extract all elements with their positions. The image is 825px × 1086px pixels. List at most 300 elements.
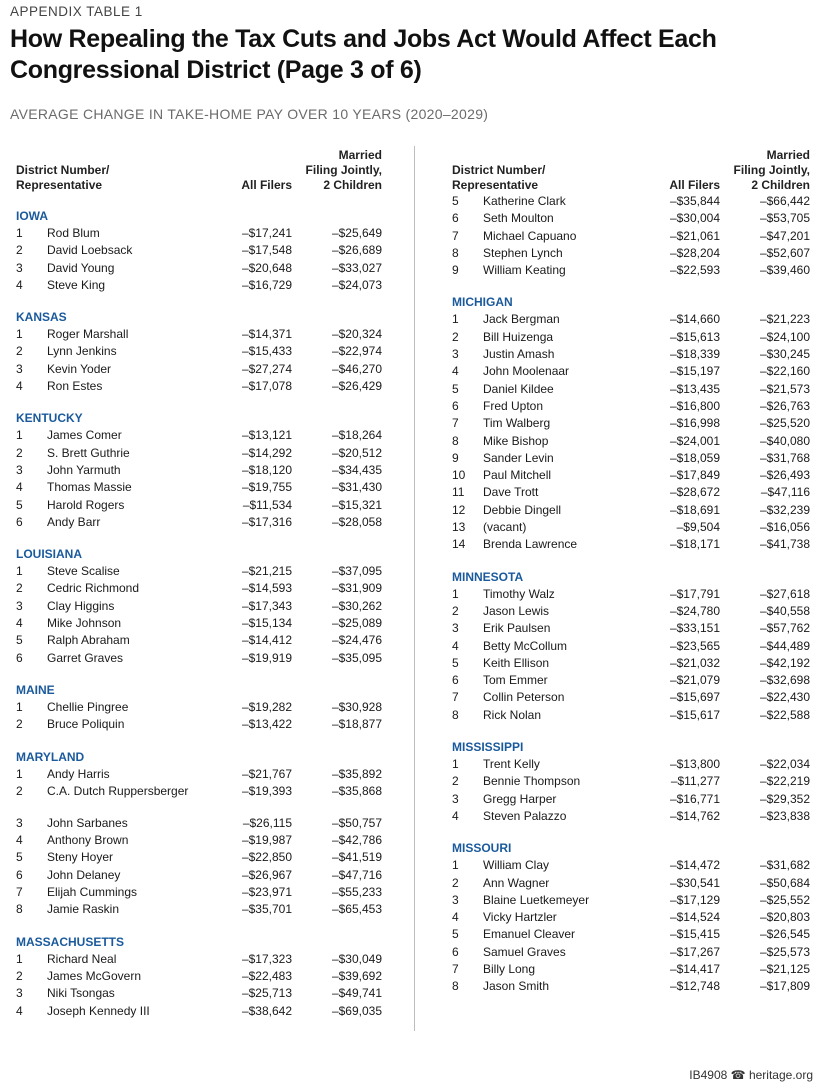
- representative-name: Dave Trott: [483, 485, 539, 500]
- all-filers-value: –$11,277: [670, 774, 720, 789]
- all-filers-value: –$35,701: [241, 902, 292, 917]
- representative-name: William Keating: [483, 263, 566, 278]
- all-filers-value: –$17,548: [241, 243, 292, 258]
- representative-name: David Loebsack: [47, 243, 133, 258]
- representative-name: Garret Graves: [47, 650, 124, 665]
- mfj-value: –$65,453: [331, 902, 382, 917]
- district-number: 4: [452, 638, 459, 653]
- representative-name: Trent Kelly: [483, 757, 540, 772]
- all-filers-value: –$27,274: [241, 361, 292, 376]
- district-number: 8: [452, 979, 459, 994]
- all-filers-value: –$15,433: [241, 344, 292, 359]
- state-heading: MAINE: [16, 682, 55, 697]
- mfj-value: –$31,909: [331, 581, 382, 596]
- district-number: 5: [16, 633, 23, 648]
- all-filers-value: –$15,613: [669, 329, 720, 344]
- all-filers-value: –$16,771: [669, 791, 720, 806]
- district-number: 6: [452, 211, 459, 226]
- all-filers-value: –$26,115: [242, 815, 292, 830]
- representative-name: Mike Bishop: [483, 433, 549, 448]
- all-filers-value: –$17,343: [241, 598, 292, 613]
- table-row: [452, 450, 810, 467]
- representative-name: Debbie Dingell: [483, 502, 562, 517]
- table-row: [16, 615, 382, 632]
- state-heading: MINNESOTA: [452, 569, 524, 584]
- all-filers-value: –$14,524: [669, 910, 720, 925]
- district-number: 6: [452, 944, 459, 959]
- district-number: 2: [16, 717, 23, 732]
- representative-name: Thomas Massie: [47, 480, 132, 495]
- representative-name: Roger Marshall: [47, 327, 129, 342]
- representative-name: Collin Peterson: [483, 690, 565, 705]
- district-number: 3: [452, 791, 459, 806]
- district-number: 3: [16, 815, 23, 830]
- district-number: 7: [452, 961, 459, 976]
- representative-name: Steve Scalise: [47, 564, 120, 579]
- district-number: 7: [452, 416, 459, 431]
- table-row: [16, 783, 382, 815]
- representative-name: Vicky Hartzler: [483, 910, 557, 925]
- state-heading: MARYLAND: [16, 749, 85, 764]
- mfj-value: –$50,757: [331, 815, 382, 830]
- mfj-value: –$32,239: [759, 502, 810, 517]
- table-row: [452, 210, 810, 227]
- representative-name: Elijah Cummings: [47, 885, 138, 900]
- district-number: 5: [452, 194, 459, 208]
- table-row: [452, 484, 810, 501]
- mfj-value: –$33,027: [331, 260, 382, 275]
- representative-name: Ron Estes: [47, 379, 103, 394]
- representative-name: William Clay: [483, 858, 549, 873]
- table-row: [452, 961, 810, 978]
- mfj-value: –$20,803: [759, 910, 810, 925]
- mfj-value: –$26,493: [759, 468, 810, 483]
- district-number: 8: [452, 707, 459, 722]
- mfj-value: –$49,741: [331, 986, 382, 1001]
- footer-site: heritage.org: [748, 1068, 813, 1082]
- all-filers-value: –$19,987: [241, 833, 292, 848]
- all-filers-value: –$15,697: [669, 690, 720, 705]
- representative-name: Joseph Kennedy III: [47, 1003, 150, 1018]
- district-number: 1: [16, 327, 23, 342]
- all-filers-value: –$13,121: [241, 428, 292, 443]
- representative-name: Blaine Luetkemeyer: [483, 892, 590, 907]
- representative-name: Paul Mitchell: [483, 468, 552, 483]
- all-filers-value: –$13,435: [669, 381, 720, 396]
- mfj-value: –$24,100: [759, 329, 810, 344]
- table-row: [16, 497, 382, 514]
- representative-name: Jason Smith: [483, 979, 550, 994]
- district-number: 3: [452, 347, 459, 362]
- footer: [689, 1068, 813, 1082]
- district-number: 3: [452, 621, 459, 636]
- district-number: 10: [452, 468, 466, 483]
- district-number: 2: [16, 445, 23, 460]
- all-filers-value: –$17,241: [241, 226, 292, 240]
- table-row: [16, 650, 382, 667]
- mfj-header: Married Filing Jointly, 2 Children: [305, 148, 382, 192]
- mfj-value: –$52,607: [759, 245, 810, 260]
- table-row: [452, 892, 810, 909]
- mfj-value: –$47,716: [331, 867, 382, 882]
- table-row: [452, 620, 810, 637]
- representative-name: David Young: [47, 260, 115, 275]
- table-row: [16, 849, 382, 866]
- representative-name: Daniel Kildee: [483, 381, 554, 396]
- mfj-value: –$32,698: [759, 673, 810, 688]
- mfj-value: –$18,877: [331, 717, 382, 732]
- representative-name: Kevin Yoder: [47, 361, 112, 376]
- representative-name: Jack Bergman: [483, 312, 560, 327]
- all-filers-value: –$14,762: [669, 808, 720, 823]
- district-number: 2: [16, 243, 23, 258]
- table-row: [452, 773, 810, 790]
- mfj-value: –$22,160: [759, 364, 810, 379]
- table-row: [452, 603, 810, 620]
- mfj-value: –$30,245: [759, 347, 810, 362]
- district-number: 6: [16, 514, 23, 529]
- mfj-value: –$34,435: [331, 462, 382, 477]
- mfj-value: –$22,430: [759, 690, 810, 705]
- table-row: [452, 875, 810, 892]
- table-row: [16, 716, 382, 733]
- representative-name: Seth Moulton: [483, 211, 554, 226]
- mfj-value: –$35,095: [331, 650, 382, 665]
- mfj-value: –$30,262: [331, 598, 382, 613]
- table-row: [16, 514, 382, 531]
- table-row: [452, 978, 810, 995]
- table-row: [452, 381, 810, 398]
- all-filers-value: –$17,791: [669, 586, 720, 601]
- mfj-value: –$20,324: [331, 327, 382, 342]
- district-number: 6: [452, 398, 459, 413]
- representative-name: Bruce Poliquin: [47, 717, 125, 732]
- district-number: 12: [452, 502, 466, 517]
- mfj-value: –$46,270: [331, 361, 382, 376]
- all-filers-value: –$14,371: [241, 327, 292, 342]
- district-number: 2: [16, 344, 23, 359]
- table-row: [16, 1003, 382, 1020]
- all-filers-value: –$15,415: [669, 927, 720, 942]
- state-heading: IOWA: [16, 209, 48, 223]
- mfj-value: –$39,692: [331, 968, 382, 983]
- representative-name: Rod Blum: [47, 226, 100, 240]
- table-row: [16, 968, 382, 985]
- district-number: 3: [16, 462, 23, 477]
- all-filers-value: –$14,417: [669, 961, 720, 976]
- district-number: 7: [16, 885, 23, 900]
- mfj-value: –$40,080: [759, 433, 810, 448]
- mfj-value: –$30,049: [331, 951, 382, 966]
- table-row: [16, 632, 382, 649]
- representative-name: Emanuel Cleaver: [483, 927, 576, 942]
- district-number: 14: [452, 537, 466, 552]
- mfj-value: –$31,768: [759, 450, 810, 465]
- district-number: 1: [452, 858, 459, 873]
- mfj-value: –$31,430: [331, 480, 382, 495]
- table-row: [452, 926, 810, 943]
- all-filers-value: –$28,204: [669, 245, 720, 260]
- all-filers-value: –$9,504: [676, 520, 720, 535]
- table-row: [452, 586, 810, 603]
- representative-name: Harold Rogers: [47, 497, 125, 512]
- column-header: [16, 145, 382, 193]
- state-heading: MASSACHUSETTS: [16, 934, 125, 949]
- district-number: 2: [16, 968, 23, 983]
- column-divider: [414, 146, 415, 1031]
- representative-name: John Yarmuth: [47, 462, 121, 477]
- all-filers-value: –$18,691: [669, 502, 720, 517]
- left-column: [16, 145, 382, 1020]
- all-filers-value: –$18,339: [669, 347, 720, 362]
- district-number: 4: [452, 910, 459, 925]
- district-number: 5: [452, 927, 459, 942]
- representative-name: Gregg Harper: [483, 791, 557, 806]
- all-filers-value: –$21,215: [241, 564, 292, 579]
- representative-name: Jason Lewis: [483, 603, 550, 618]
- mfj-value: –$26,689: [331, 243, 382, 258]
- all-filers-value: –$22,483: [241, 968, 292, 983]
- table-row: [452, 519, 810, 536]
- district-number: 7: [452, 690, 459, 705]
- mfj-value: –$15,321: [331, 497, 382, 512]
- table-row: [16, 867, 382, 884]
- all-filers-value: –$17,078: [241, 379, 292, 394]
- table-row: [452, 909, 810, 926]
- mfj-value: –$25,573: [759, 944, 810, 959]
- district-number: 13: [452, 520, 466, 535]
- mfj-value: –$22,588: [759, 707, 810, 722]
- state-heading: MICHIGAN: [452, 295, 513, 310]
- all-filers-value: –$24,001: [669, 433, 720, 448]
- district-number: 8: [452, 245, 459, 260]
- table-row: [16, 598, 382, 615]
- representative-name: Clay Higgins: [47, 598, 115, 613]
- table-row: [16, 884, 382, 901]
- table-row: [16, 242, 382, 259]
- mfj-value: –$25,089: [331, 616, 382, 631]
- all-filers-header: All Filers: [669, 178, 720, 192]
- district-number: 4: [16, 1003, 23, 1018]
- state-heading: MISSISSIPPI: [452, 740, 524, 755]
- district-number: 2: [452, 774, 459, 789]
- representative-name: Betty McCollum: [483, 638, 568, 653]
- representative-name: Fred Upton: [483, 398, 544, 413]
- mfj-value: –$27,618: [759, 586, 810, 601]
- district-number: 1: [16, 766, 23, 781]
- mfj-value: –$66,442: [759, 194, 810, 208]
- table-row: [452, 808, 810, 825]
- all-filers-value: –$19,393: [241, 783, 292, 798]
- table-row: [452, 193, 810, 210]
- table-row: [16, 699, 382, 716]
- table-row: [452, 791, 810, 808]
- district-number: 3: [16, 361, 23, 376]
- table-row: [16, 951, 382, 968]
- right-column: [452, 145, 810, 996]
- all-filers-value: –$17,323: [241, 951, 292, 966]
- all-filers-value: –$15,617: [669, 707, 720, 722]
- mfj-value: –$29,352: [759, 791, 810, 806]
- all-filers-value: –$18,120: [241, 462, 292, 477]
- district-number: 1: [16, 951, 23, 966]
- all-filers-value: –$14,660: [669, 312, 720, 327]
- all-filers-value: –$14,292: [241, 445, 292, 460]
- mfj-value: –$55,233: [331, 885, 382, 900]
- district-number: 1: [16, 428, 23, 443]
- district-number: 4: [16, 379, 23, 394]
- representative-name: John Moolenaar: [483, 364, 570, 379]
- representative-name: Andy Barr: [47, 514, 101, 529]
- state-heading: KANSAS: [16, 310, 67, 325]
- table-row: [452, 536, 810, 553]
- mfj-value: –$22,219: [759, 774, 810, 789]
- all-filers-value: –$21,061: [669, 228, 720, 243]
- state-heading: MISSOURI: [452, 841, 512, 856]
- representative-name: Michael Capuano: [483, 228, 577, 243]
- all-filers-value: –$15,197: [669, 364, 720, 379]
- representative-name: Sander Levin: [483, 450, 554, 465]
- mfj-value: –$20,512: [331, 445, 382, 460]
- mfj-value: –$21,125: [759, 961, 810, 976]
- left-table-body: [16, 207, 382, 1020]
- district-number: 1: [452, 312, 459, 327]
- table-row: [16, 225, 382, 242]
- all-filers-header: All Filers: [241, 178, 292, 192]
- table-row: [16, 378, 382, 395]
- mfj-value: –$44,489: [759, 638, 810, 653]
- representative-name: Chellie Pingree: [47, 699, 129, 714]
- mfj-value: –$17,809: [759, 979, 810, 994]
- all-filers-value: –$38,642: [241, 1003, 292, 1018]
- mfj-value: –$40,558: [759, 603, 810, 618]
- state-heading: KENTUCKY: [16, 411, 83, 426]
- representative-name: Steve King: [47, 277, 106, 292]
- table-row: [452, 689, 810, 706]
- table-row: [452, 756, 810, 773]
- bell-icon: ☎: [730, 1068, 746, 1082]
- all-filers-value: –$19,282: [241, 699, 292, 714]
- footer-code: IB4908: [689, 1068, 728, 1082]
- table-row: [452, 467, 810, 484]
- representative-name: Tim Walberg: [483, 416, 551, 431]
- mfj-value: –$23,838: [759, 808, 810, 823]
- table-row: [16, 580, 382, 597]
- representative-name: (vacant): [483, 520, 527, 535]
- district-number: 6: [16, 650, 23, 665]
- all-filers-value: –$14,472: [669, 858, 720, 873]
- district-number: 5: [16, 497, 23, 512]
- representative-name: Richard Neal: [47, 951, 117, 966]
- district-number: 2: [16, 783, 23, 798]
- mfj-value: –$47,201: [759, 228, 810, 243]
- table-row: [16, 260, 382, 277]
- all-filers-value: –$35,844: [669, 194, 720, 208]
- appendix-label: APPENDIX TABLE 1: [10, 4, 143, 19]
- district-number: 2: [452, 875, 459, 890]
- all-filers-value: –$22,850: [241, 850, 292, 865]
- representative-name: Ralph Abraham: [47, 633, 130, 648]
- district-number: 4: [16, 480, 23, 495]
- representative-name: Anthony Brown: [47, 833, 129, 848]
- representative-name: Mike Johnson: [47, 616, 122, 631]
- representative-name: Ann Wagner: [483, 875, 550, 890]
- all-filers-value: –$22,593: [669, 263, 720, 278]
- mfj-value: –$69,035: [331, 1003, 382, 1018]
- district-header: District Number/ Representative: [452, 163, 546, 192]
- all-filers-value: –$12,748: [669, 979, 720, 994]
- mfj-value: –$42,192: [759, 655, 810, 670]
- representative-name: James Comer: [47, 428, 122, 443]
- representative-name: John Sarbanes: [47, 815, 128, 830]
- district-number: 6: [452, 673, 459, 688]
- table-row: [452, 415, 810, 432]
- district-number: 7: [452, 228, 459, 243]
- all-filers-value: –$33,151: [669, 621, 720, 636]
- district-number: 5: [16, 850, 23, 865]
- mfj-value: –$25,649: [331, 226, 382, 240]
- all-filers-value: –$16,729: [241, 277, 292, 292]
- district-number: 5: [452, 381, 459, 396]
- table-row: [16, 462, 382, 479]
- district-number: 3: [16, 260, 23, 275]
- mfj-header: Married Filing Jointly, 2 Children: [733, 148, 810, 192]
- table-row: [452, 655, 810, 672]
- table-row: [452, 672, 810, 689]
- representative-name: Steny Hoyer: [47, 850, 114, 865]
- mfj-value: –$28,058: [331, 514, 382, 529]
- mfj-value: –$31,682: [759, 858, 810, 873]
- table-row: [452, 228, 810, 245]
- mfj-value: –$30,928: [331, 699, 382, 714]
- representative-name: Tom Emmer: [483, 673, 548, 688]
- all-filers-value: –$21,032: [669, 655, 720, 670]
- all-filers-value: –$23,565: [669, 638, 720, 653]
- table-row: [452, 262, 810, 279]
- mfj-value: –$24,073: [331, 277, 382, 292]
- mfj-value: –$26,429: [331, 379, 382, 394]
- district-number: 3: [452, 892, 459, 907]
- state-heading: LOUISIANA: [16, 547, 82, 562]
- table-row: [16, 343, 382, 360]
- district-number: 11: [452, 485, 465, 500]
- mfj-value: –$26,763: [759, 398, 810, 413]
- all-filers-value: –$17,129: [669, 892, 720, 907]
- all-filers-value: –$17,267: [669, 944, 720, 959]
- table-row: [452, 329, 810, 346]
- district-number: 8: [452, 433, 459, 448]
- all-filers-value: –$15,134: [241, 616, 292, 631]
- district-number: 4: [452, 364, 459, 379]
- all-filers-value: –$21,079: [669, 673, 720, 688]
- mfj-value: –$21,223: [759, 312, 810, 327]
- table-row: [16, 479, 382, 496]
- district-number: 6: [16, 867, 23, 882]
- table-row: [452, 638, 810, 655]
- district-number: 4: [452, 808, 459, 823]
- all-filers-value: –$13,800: [669, 757, 720, 772]
- mfj-value: –$25,520: [759, 416, 810, 431]
- mfj-value: –$24,476: [331, 633, 382, 648]
- all-filers-value: –$17,849: [669, 468, 720, 483]
- all-filers-value: –$17,316: [241, 514, 292, 529]
- district-number: 2: [452, 603, 459, 618]
- district-number: 1: [452, 586, 459, 601]
- representative-name: James McGovern: [47, 968, 142, 983]
- table-row: [16, 766, 382, 783]
- all-filers-value: –$18,171: [669, 537, 720, 552]
- table-row: [452, 363, 810, 380]
